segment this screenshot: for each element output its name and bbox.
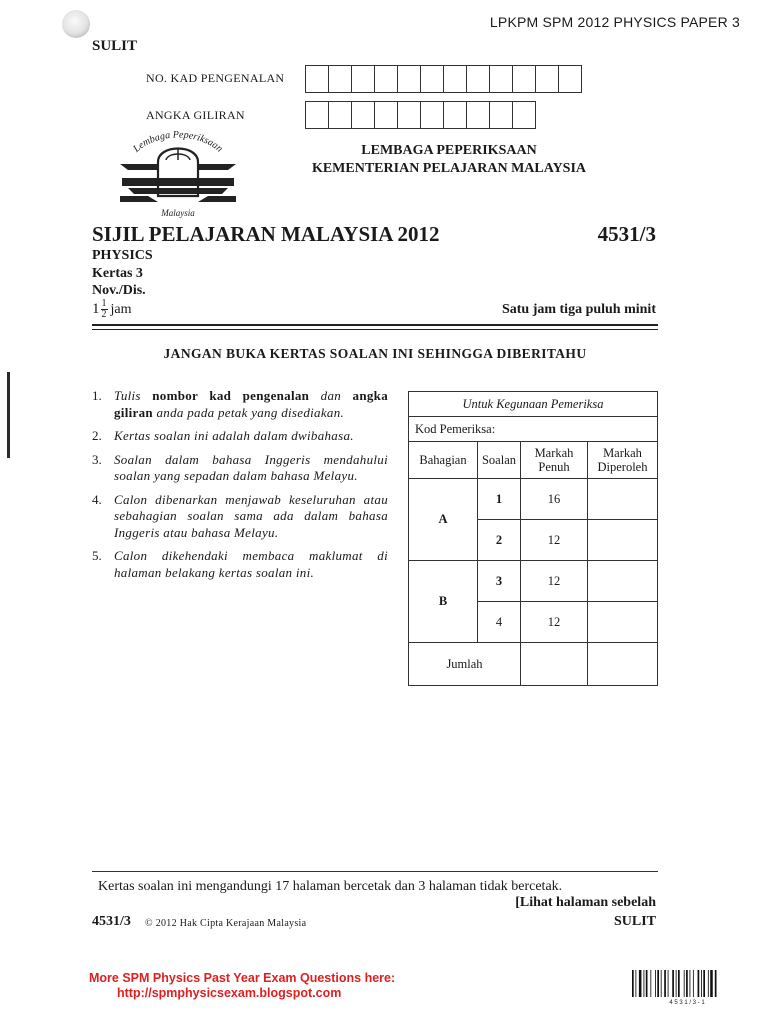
instruction-emphasis: angka giliran [114,388,388,420]
instruction-number: 2. [92,428,102,443]
exam-title: SIJIL PELAJARAN MALAYSIA 2012 [92,222,440,246]
marks-obtained-cell[interactable] [588,520,658,561]
paper-code-footer: 4531/3 [92,914,131,929]
divider-line-thin [92,329,658,330]
index-number-boxes[interactable] [306,101,536,129]
full-marks: 12 [521,520,588,561]
digit-box[interactable] [374,101,398,129]
instruction-fragment: Tulis [114,388,153,403]
digit-box[interactable] [466,101,490,129]
total-full-marks [521,643,588,686]
section-b: B [409,561,478,643]
full-marks: 12 [521,561,588,602]
instruction-text [114,548,388,581]
ic-number-label: NO. KAD PENGENALAN [146,71,285,85]
see-next-page: [Lihat halaman sebelah [515,895,656,910]
page-header: LPKPM SPM 2012 PHYSICS PAPER 3 [489,14,740,30]
examiner-table-title: Untuk Kegunaan Pemeriksa [409,392,658,417]
instruction-fragment: Soalan dalam bahasa Inggeris mendahului soalan yang sepadan dalam bahasa Melayu. [114,451,388,483]
instruction-fragment: Kertas soalan ini adalah dalam dwibahasa. [114,428,354,443]
instruction-number: 3. [92,451,102,467]
examiner-code-field[interactable]: Kod Pemeriksa: [409,417,658,442]
header-bahagian: Bahagian [409,442,478,479]
svg-text:Lembaga Peperiksaan: Lembaga Peperiksaan [131,129,225,155]
svg-text:4 5 3 1 / 3 - 1: 4 5 3 1 / 3 - 1 [669,1000,705,1006]
digit-box[interactable] [489,101,513,129]
digit-box[interactable] [466,65,490,93]
board-line-2: KEMENTERIAN PELAJARAN MALAYSIA [311,161,587,176]
instruction-item [92,388,388,421]
marks-obtained-cell[interactable] [588,479,658,520]
paper-code: 4531/3 [597,222,656,246]
ic-number-boxes[interactable] [306,65,582,93]
digit-box[interactable] [512,65,536,93]
promo-link[interactable]: http://spmphysicsexam.blogspot.com [117,986,342,1000]
table-row [409,479,658,520]
digit-box[interactable] [351,65,375,93]
fraction-denominator: 2 [101,309,107,320]
digit-box[interactable] [420,101,444,129]
instruction-item [92,452,388,485]
marks-obtained-cell[interactable] [588,561,658,602]
digit-box[interactable] [558,65,582,93]
section-a: A [409,479,478,561]
header-markah-penuh: Markah Penuh [521,442,588,479]
digit-box[interactable] [305,101,329,129]
question-number: 3 [478,561,521,602]
instruction-text [114,388,388,421]
instruction-number: 4. [92,491,102,507]
sulit-label-top: SULIT [92,38,138,54]
examiner-table [408,391,658,686]
digit-box[interactable] [512,101,536,129]
digit-box[interactable] [374,65,398,93]
barcode [632,970,742,1006]
digit-box[interactable] [535,65,559,93]
sulit-label-bottom: SULIT [613,914,656,929]
digit-box[interactable] [397,101,421,129]
instruction-text [114,452,388,485]
instruction-item [92,492,388,542]
session: Nov./Dis. [92,283,146,298]
instruction-fragment: dan [309,388,353,403]
digit-box[interactable] [443,101,467,129]
fraction [101,299,108,320]
exam-board-logo [118,126,238,218]
table-row [409,561,658,602]
footer-divider [92,871,658,872]
svg-text:Malaysia: Malaysia [161,208,195,218]
total-marks-cell[interactable] [588,643,658,686]
instruction-fragment: anda pada petak yang disediakan. [152,404,345,420]
question-number: 1 [478,479,521,520]
instruction-item [92,548,388,581]
duration-whole: 1 [92,301,100,317]
exam-board-name [296,142,602,178]
duration-text: Satu jam tiga puluh minit [501,302,656,317]
instruction-text [114,428,388,445]
duration-unit: jam [110,301,132,317]
fraction-numerator: 1 [101,298,107,309]
page-count-note: Kertas soalan ini mengandungi 17 halaman bercetak dan 3 halaman tidak bercetak. [98,879,563,894]
divider-line [92,324,658,326]
promo-line-1: More SPM Physics Past Year Exam Questions here: [89,971,396,985]
full-marks: 16 [521,479,588,520]
digit-box[interactable] [443,65,467,93]
instruction-item [92,428,388,445]
digit-box[interactable] [328,101,352,129]
duration-fraction [92,299,132,320]
instruction-text [114,492,388,542]
instructions-list [92,388,388,588]
promo-text [89,971,395,1001]
question-number: 2 [478,520,521,561]
copyright: © 2012 Hak Cipta Kerajaan Malaysia [145,918,307,929]
instruction-emphasis: nombor kad pengenalan [152,388,310,403]
index-number-label: ANGKA GILIRAN [146,108,245,122]
header-markah-diperoleh: Markah Diperoleh [588,442,658,479]
do-not-open-warning: JANGAN BUKA KERTAS SOALAN INI SEHINGGA DIBERITAHU [163,346,587,361]
instruction-fragment: Calon dibenarkan menjawab keseluruhan atau sebahagian soalan sama ada dalam bahasa Inggeris atau bahasa Melayu. [114,491,388,540]
board-line-1: LEMBAGA PEPERIKSAAN [361,143,537,158]
full-marks: 12 [521,602,588,643]
question-number: 4 [478,602,521,643]
instruction-fragment: Calon dikehendaki membaca maklumat di halaman belakang kertas soalan ini. [114,548,388,580]
digit-box[interactable] [351,101,375,129]
instruction-number: 1. [92,388,102,403]
digit-box[interactable] [397,65,421,93]
scan-mark [62,10,90,38]
digit-box[interactable] [420,65,444,93]
subject: PHYSICS [92,248,153,263]
paper-number: Kertas 3 [92,266,143,281]
total-label: Jumlah [409,643,521,686]
marks-obtained-cell[interactable] [588,602,658,643]
digit-box[interactable] [489,65,513,93]
digit-box[interactable] [328,65,352,93]
digit-box[interactable] [305,65,329,93]
instruction-number: 5. [92,548,102,563]
scan-edge-mark [7,372,10,458]
header-soalan: Soalan [478,442,521,479]
